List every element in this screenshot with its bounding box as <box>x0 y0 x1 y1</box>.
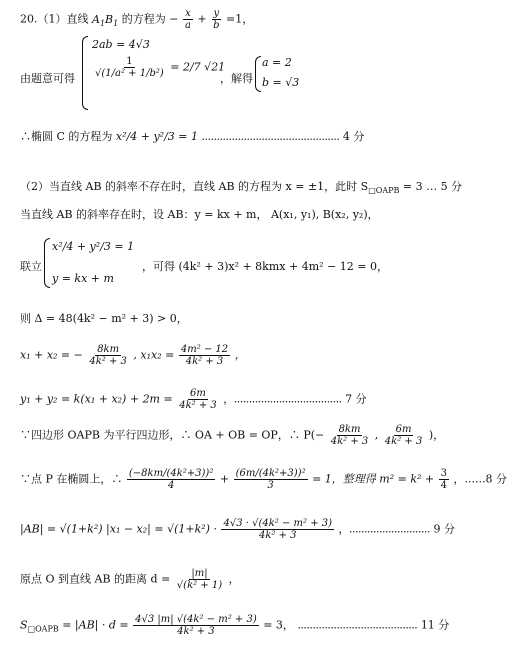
slope-exists-line: 当直线 AB 的斜率存在时，设 AB：y = kx + m， A(x₁, y₁), B(x₂, y₂)， <box>20 208 379 221</box>
part1-line: 20.（1）直线 $A_1B_1$ 的方程为 − $\frac{x}{a}$ + $\frac{y}{b}$ =1， <box>20 8 254 31</box>
system1-solve: ，解得 <box>220 72 253 85</box>
solution-b: b = √3 <box>262 76 300 89</box>
system1-brace <box>82 36 88 110</box>
point-on-ellipse-line: ∵点 P 在椭圆上，∴ $\frac{\text{(−8km/(4k²+3))²}}{4}$ + $\frac{\text{(6m/(4k²+3))²}}{3}$ = 1，整理得 m² = k² + $\frac{3}{4}$ ，......8 分 <box>20 468 507 491</box>
minus: − <box>169 12 179 26</box>
solution-brace <box>255 56 261 92</box>
joint-tail: ，可得 (4k² + 3)x² + 8kmx + 4m² − 12 = 0， <box>142 260 388 273</box>
vieta-line: x₁ + x₂ = − $\frac{8km}{\text{4k² + 3}}$ , x₁x₂ = $\frac{\text{4m² − 12}}{\text{4k² + 3}}$ ， <box>20 344 246 367</box>
x-over-a: $\frac{x}{a}$ <box>184 8 191 31</box>
part1-label: 20.（1）直线 <box>20 12 89 26</box>
part2-line: （2）当直线 AB 的斜率不存在时，直线 AB 的方程为 x = ±1，此时 $S_{□OAPB} = 3$ … 5 分 <box>20 180 463 196</box>
system1-eq2: $\frac{1}{\text{√(1/a² + 1/b²)}}$ = 2/7 √21 <box>95 56 226 79</box>
delta-line: 则 Δ = 48(4k² − m² + 3) > 0， <box>20 312 188 325</box>
joint-prefix: 联立 <box>20 260 42 273</box>
joint-brace <box>44 238 50 288</box>
line-a1b1: $A_1B_1$ <box>92 12 119 28</box>
joint-eq2: y = kx + m <box>52 272 114 285</box>
joint-eq1: x²/4 + y²/3 = 1 <box>52 240 135 253</box>
system1-prefix: 由题意可得 <box>20 72 75 85</box>
ysum-line: y₁ + y₂ = k(x₁ + x₂) + 2m = $\frac{6m}{\text{4k² + 3}}$ ，.................................... 7 分 <box>20 388 367 411</box>
system1-eq1: 2ab = 4√3 <box>92 38 150 51</box>
part1-text: 的方程为 <box>121 12 166 26</box>
solution-a: a = 2 <box>262 56 292 69</box>
ellipse-line: ∴椭圆 C 的方程为 x²/4 + y²/3 = 1 .............................................. 4 分 <box>20 130 365 143</box>
distance-line: 原点 O 到直线 AB 的距离 d = $\frac{|m|}{\text{√(k² + 1)}}$ ， <box>20 568 240 591</box>
part1-eq-end: =1， <box>226 12 254 26</box>
area-line: $S_{□OAPB} = |AB| \cdot d$ = $\frac{\text{4√3 |m| √(4k² − m² + 3)}}{\text{4k² + 3}}$ = 3， ........................................ 11 分 <box>20 614 450 637</box>
y-over-b: $\frac{y}{b}$ <box>213 8 220 31</box>
ab-length-line: |AB| = √(1+k²) |x₁ − x₂| = √(1+k²) · $\frac{\text{4√3 · √(4k² − m² + 3)}}{\text{4k² + 3}}$ ，........................... 9 分 <box>20 518 455 541</box>
parallelogram-line: ∵四边形 OAPB 为平行四边形，∴ OA + OB = OP，∴ P(− $\frac{8km}{\text{4k² + 3}}$ , $\frac{6m}{\text{4k² + 3}}$ )， <box>20 424 445 447</box>
